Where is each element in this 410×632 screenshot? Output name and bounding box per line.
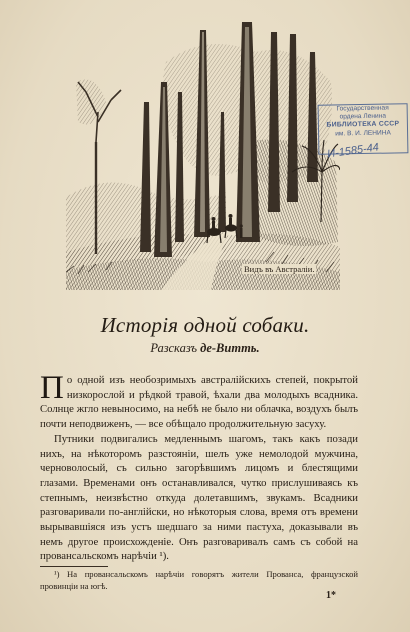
signature-mark: 1* <box>326 590 336 601</box>
stamp-line: им. В. И. ЛЕНИНА <box>335 129 391 138</box>
article-author: де-Витть. <box>200 341 260 355</box>
footnote: ¹) На провансальскомъ нарѣчіи говорятъ жители Прованса, французской провинціи на югѣ. <box>40 569 358 591</box>
paragraph: Путники подвигались медленнымъ шагомъ, такъ какъ позади нихъ, на нѣкоторомъ разстояніи, шелъ уже немолодой мужчина, черноволосый, съ сильно загорѣвшимъ лицомъ и блестящими глазами. Временами онъ останавливался, чутко прислушиваясь къ степнымъ, неизвѣстно откуда долетавшимъ, звукамъ. Всадники разговаривали по-англійски, но нѣкоторыя слова, время отъ времени вырывавшіяся изъ устъ шедшаго за ними пастуха, доказывали въ немъ другое происхожденіе. Онъ разговаривалъ самъ съ собой на провансальскомъ нарѣчіи ¹). <box>40 432 358 563</box>
article-body <box>40 370 358 564</box>
stamp-line: ордена Ленина <box>339 112 387 121</box>
australia-illustration <box>66 22 340 290</box>
subtitle-prefix: Разсказъ <box>150 341 201 355</box>
paragraph-text: о одной изъ необозримыхъ австралійскихъ степей, покрытой низкорослой и рѣдкой травой, ѣхали два молодыхъ всадника. Солнце жгло невыносимо, на небѣ не было ни облачка, воздухъ былъ почти неподвиженъ, — все обѣщало продолжительную засуху. <box>40 374 358 431</box>
paragraph <box>40 370 358 432</box>
shelf-mark: И-1585-44 <box>326 141 380 161</box>
article-title: Исторія одной собаки. <box>100 313 310 337</box>
drop-cap: П <box>40 370 64 406</box>
stamp-line: Государственная <box>336 104 389 113</box>
article-subtitle <box>0 341 410 356</box>
illustration-caption: Видъ въ Австраліи. <box>244 264 315 274</box>
footnote-rule <box>40 566 108 567</box>
stamp-line: БИБЛИОТЕКА СССР <box>326 120 400 130</box>
